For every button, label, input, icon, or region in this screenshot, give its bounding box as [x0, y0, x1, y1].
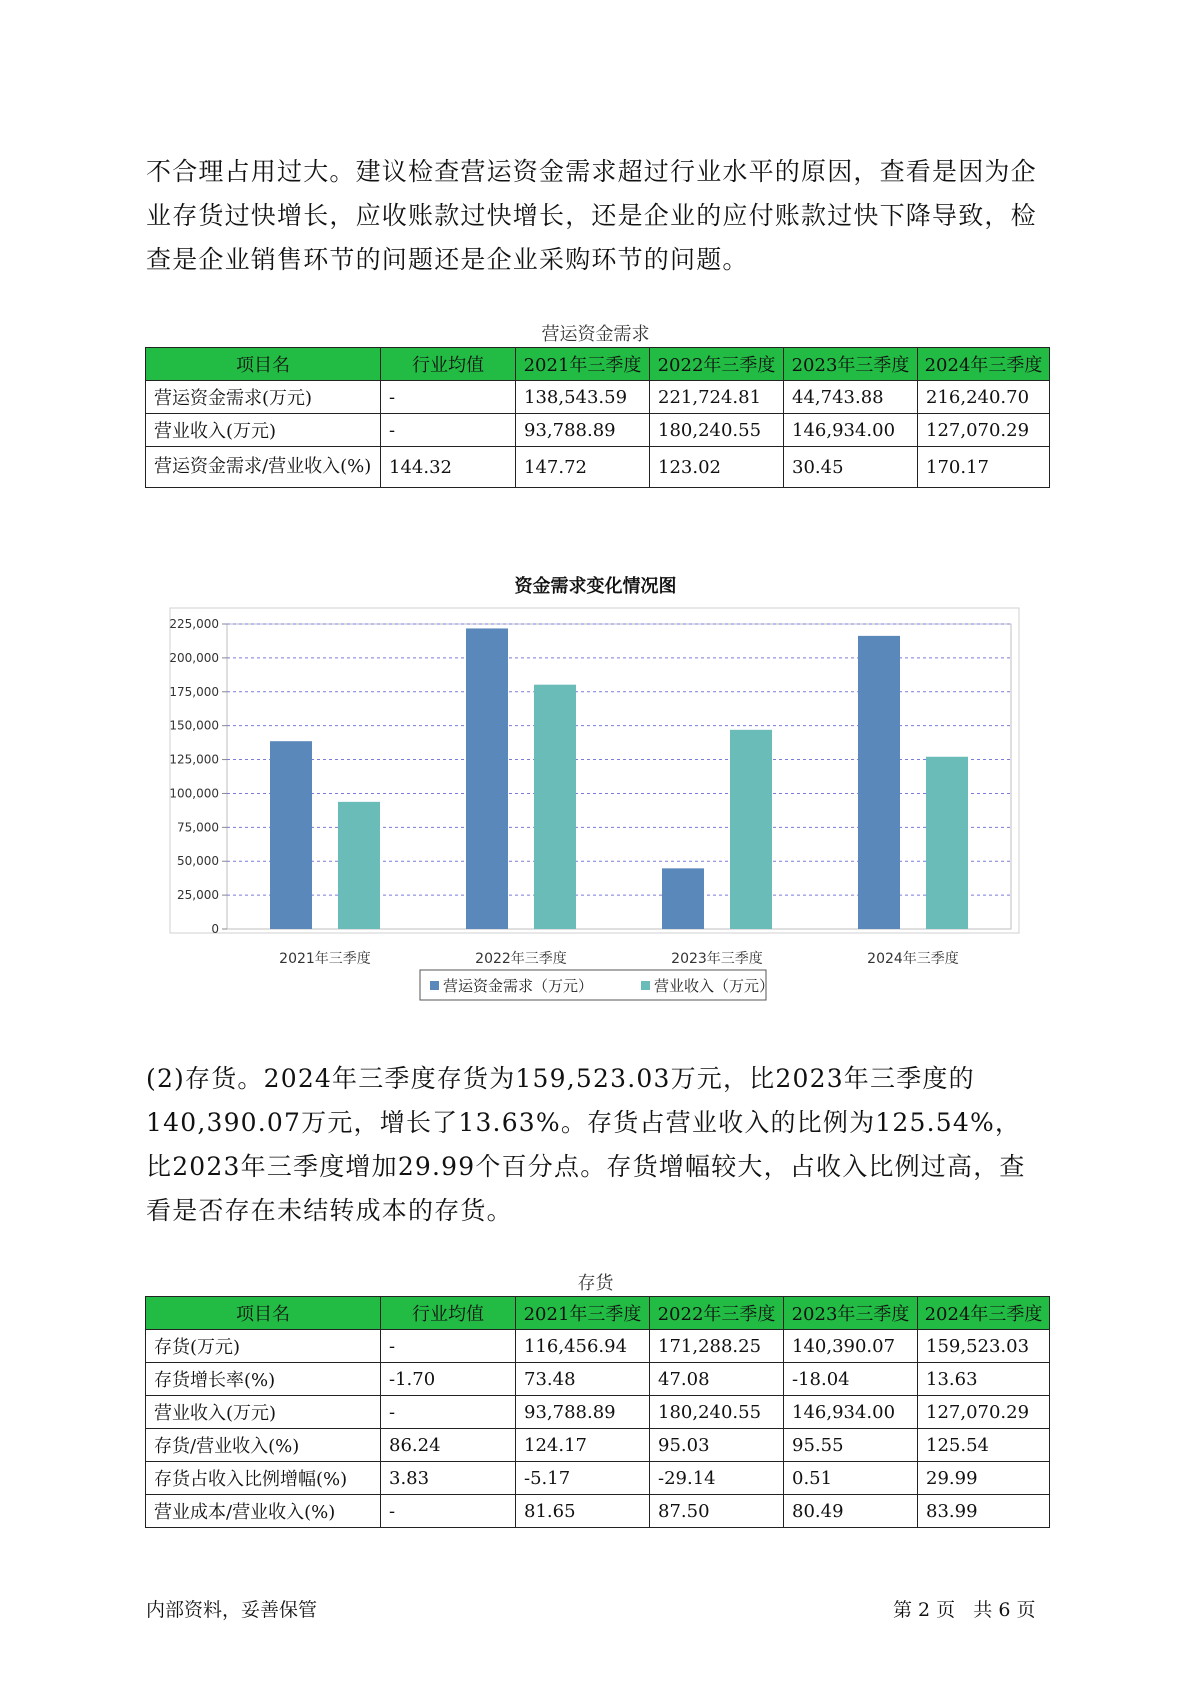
- header-cell: 项目名: [146, 1297, 381, 1330]
- table-cell: 95.03: [650, 1429, 784, 1462]
- bar-working-capital: [662, 868, 704, 929]
- bar-revenue: [534, 685, 576, 929]
- y-tick-label: 50,000: [177, 854, 219, 869]
- table-cell: 180,240.55: [650, 414, 784, 447]
- table-cell: 存货/营业收入(%): [146, 1429, 381, 1462]
- table-cell: 127,070.29: [918, 1396, 1050, 1429]
- bar-working-capital: [270, 741, 312, 929]
- table-cell: 存货(万元): [146, 1330, 381, 1363]
- x-tick-label: 2022年三季度: [475, 951, 567, 967]
- legend-swatch: [641, 981, 650, 990]
- table-cell: 80.49: [784, 1495, 918, 1528]
- header-cell: 2021年三季度: [516, 1297, 650, 1330]
- table-row: [146, 1429, 1050, 1462]
- table-header-row: [146, 1297, 1050, 1330]
- header-cell: 行业均值: [381, 348, 516, 381]
- legend-swatch: [430, 981, 439, 990]
- table-cell: 170.17: [918, 447, 1050, 488]
- table-cell: 221,724.81: [650, 381, 784, 414]
- table-cell: 3.83: [381, 1462, 516, 1495]
- y-tick-label: 200,000: [169, 650, 219, 665]
- table-cell: 87.50: [650, 1495, 784, 1528]
- y-tick-label: 0: [211, 922, 219, 936]
- table-cell: 123.02: [650, 447, 784, 488]
- table2-caption: 存货: [577, 1273, 614, 1294]
- bar-revenue: [338, 802, 380, 929]
- table-cell: 47.08: [650, 1363, 784, 1396]
- y-tick-label: 175,000: [169, 684, 219, 699]
- table-cell: 营业成本/营业收入(%): [146, 1495, 381, 1528]
- table-cell: 营运资金需求(万元): [146, 381, 381, 414]
- inventory-table: [145, 1296, 1050, 1528]
- table-row: [146, 1462, 1050, 1495]
- table-cell: 147.72: [516, 447, 650, 488]
- y-tick-label: 25,000: [177, 888, 219, 903]
- table-cell: 127,070.29: [918, 414, 1050, 447]
- table-cell: 存货增长率(%): [146, 1363, 381, 1396]
- table-cell: 30.45: [784, 447, 918, 488]
- table-cell: 86.24: [381, 1429, 516, 1462]
- table-cell: 146,934.00: [784, 1396, 918, 1429]
- header-cell: 2022年三季度: [650, 1297, 784, 1330]
- table-cell: 159,523.03: [918, 1330, 1050, 1363]
- y-tick-label: 100,000: [169, 786, 219, 801]
- table-cell: 29.99: [918, 1462, 1050, 1495]
- header-cell: 2023年三季度: [784, 1297, 918, 1330]
- table-cell: 180,240.55: [650, 1396, 784, 1429]
- header-cell: 2024年三季度: [918, 1297, 1050, 1330]
- chart-title: 资金需求变化情况图: [514, 576, 677, 597]
- table-cell: 44,743.88: [784, 381, 918, 414]
- table-cell: 144.32: [381, 447, 516, 488]
- header-cell: 2022年三季度: [650, 348, 784, 381]
- header-cell: 行业均值: [381, 1297, 516, 1330]
- table-cell: 73.48: [516, 1363, 650, 1396]
- x-tick-label: 2021年三季度: [279, 951, 371, 967]
- table-row: [146, 1330, 1050, 1363]
- legend-label: 营业收入（万元）: [654, 977, 775, 995]
- header-cell: 2024年三季度: [918, 348, 1050, 381]
- table-cell: 146,934.00: [784, 414, 918, 447]
- table-cell: -: [381, 1396, 516, 1429]
- table-cell: 116,456.94: [516, 1330, 650, 1363]
- table-cell: -1.70: [381, 1363, 516, 1396]
- table-cell: 216,240.70: [918, 381, 1050, 414]
- y-tick-label: 150,000: [169, 718, 219, 733]
- table-cell: 13.63: [918, 1363, 1050, 1396]
- table-cell: 124.17: [516, 1429, 650, 1462]
- table-cell: 83.99: [918, 1495, 1050, 1528]
- table-cell: -18.04: [784, 1363, 918, 1396]
- header-cell: 项目名: [146, 348, 381, 381]
- table-cell: 存货占收入比例增幅(%): [146, 1462, 381, 1495]
- table-cell: -: [381, 381, 516, 414]
- header-cell: 2021年三季度: [516, 348, 650, 381]
- table-cell: -: [381, 414, 516, 447]
- table-cell: 171,288.25: [650, 1330, 784, 1363]
- table-row: [146, 1396, 1050, 1429]
- table-cell: 营业收入(万元): [146, 414, 381, 447]
- table-cell: 95.55: [784, 1429, 918, 1462]
- y-tick-label: 75,000: [177, 820, 219, 835]
- table-cell: -29.14: [650, 1462, 784, 1495]
- x-tick-label: 2023年三季度: [671, 951, 763, 967]
- x-tick-label: 2024年三季度: [867, 951, 959, 967]
- intro-paragraph: 不合理占用过大。建议检查营运资金需求超过行业水平的原因，查看是因为企业存货过快增长，应收账款过快增长，还是企业的应付账款过快下降导致，检查是企业销售环节的问题还是企业采购环节的问题。: [146, 157, 1037, 274]
- table-cell: -: [381, 1330, 516, 1363]
- footer-confidential-note: 内部资料，妥善保管: [146, 1599, 318, 1621]
- table-cell: 138,543.59: [516, 381, 650, 414]
- inventory-paragraph: (2)存货。2024年三季度存货为159,523.03万元，比2023年三季度的140,390.07万元，增长了13.63%。存货占营业收入的比例为125.54%，比2023年三季度增加29.99个百分点。存货增幅较大，占收入比例过高，查看是否存在未结转成本的存货。: [146, 1064, 1026, 1225]
- bar-working-capital: [858, 636, 900, 929]
- table-row: [146, 1363, 1050, 1396]
- header-cell: 2023年三季度: [784, 348, 918, 381]
- footer-page-number: 第 2 页 共 6 页: [893, 1599, 1036, 1621]
- bar-revenue: [730, 730, 772, 929]
- bar-working-capital: [466, 628, 508, 929]
- table-cell: 93,788.89: [516, 414, 650, 447]
- table1-caption: 营运资金需求: [541, 324, 650, 345]
- table-cell: 营业收入(万元): [146, 1396, 381, 1429]
- table-cell: -: [381, 1495, 516, 1528]
- table-row: [146, 1495, 1050, 1528]
- table-cell: 93,788.89: [516, 1396, 650, 1429]
- table-cell: 125.54: [918, 1429, 1050, 1462]
- y-tick-label: 125,000: [169, 752, 219, 767]
- table-cell: 营运资金需求/营业收入(%): [146, 447, 381, 488]
- table-cell: 0.51: [784, 1462, 918, 1495]
- bar-revenue: [926, 757, 968, 929]
- y-tick-label: 225,000: [169, 617, 219, 631]
- table-cell: -5.17: [516, 1462, 650, 1495]
- legend-label: 营运资金需求（万元）: [443, 977, 594, 995]
- table-cell: 81.65: [516, 1495, 650, 1528]
- table-cell: 140,390.07: [784, 1330, 918, 1363]
